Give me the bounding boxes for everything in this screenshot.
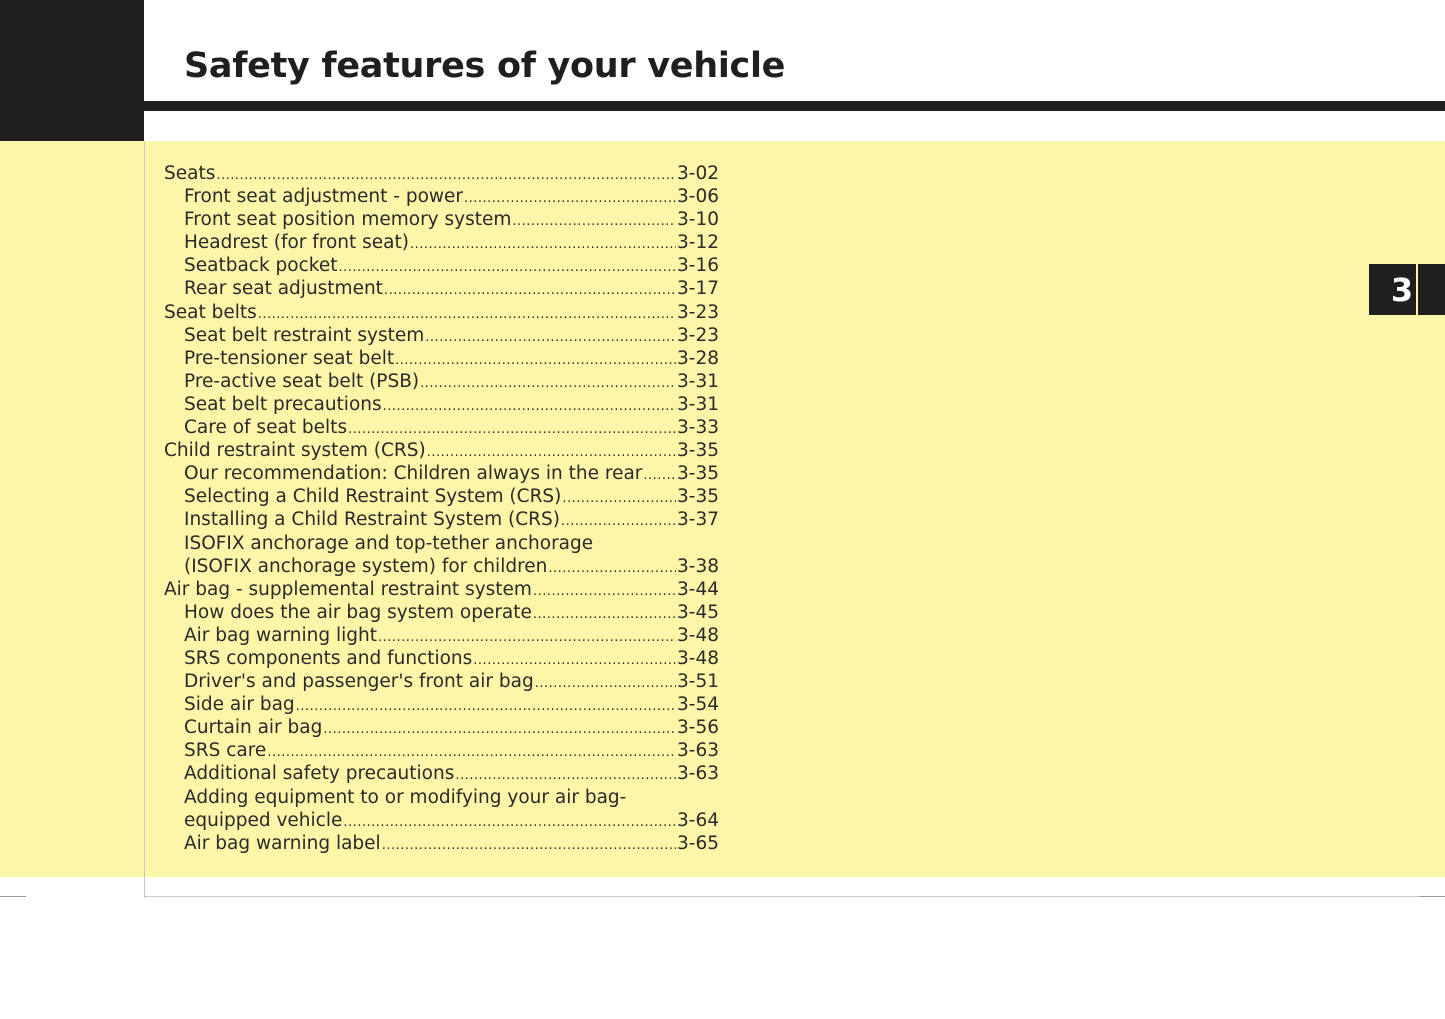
toc-entry-title: SRS components and functions xyxy=(184,647,473,669)
toc-section[interactable] xyxy=(164,301,719,324)
toc-entry-title: Additional safety precautions xyxy=(184,763,455,785)
toc-page-number: 3-23 xyxy=(677,324,719,346)
dot-leader xyxy=(473,647,676,672)
toc-page-number: 3-10 xyxy=(677,209,719,231)
toc-page-number: 3-51 xyxy=(677,671,719,693)
toc-page-number: 3-31 xyxy=(677,370,719,392)
toc-page-number: 3-37 xyxy=(677,509,719,531)
dot-leader xyxy=(384,277,676,302)
toc-entry[interactable] xyxy=(164,647,719,670)
toc-page-number: 3-35 xyxy=(677,440,719,462)
dot-leader xyxy=(562,485,676,510)
table-of-contents xyxy=(164,162,719,855)
toc-page-number: 3-17 xyxy=(677,278,719,300)
toc-entry-title: Child restraint system (CRS) xyxy=(164,440,426,462)
dot-leader xyxy=(382,832,676,857)
toc-page-number: 3-64 xyxy=(677,809,719,831)
toc-entry-title: Seat belt precautions xyxy=(184,393,382,415)
toc-entry[interactable] xyxy=(164,670,719,693)
toc-entry[interactable] xyxy=(164,508,719,531)
corner-block xyxy=(0,0,144,141)
dot-leader xyxy=(464,185,676,210)
dot-leader xyxy=(323,716,676,741)
toc-page-number: 3-12 xyxy=(677,232,719,254)
toc-entry[interactable] xyxy=(164,462,719,485)
toc-section[interactable] xyxy=(164,162,719,185)
dot-leader xyxy=(420,370,676,395)
toc-entry[interactable] xyxy=(164,231,719,254)
toc-page-number: 3-23 xyxy=(677,301,719,323)
bottom-rule-right xyxy=(1419,896,1445,897)
dot-leader xyxy=(383,393,676,418)
toc-page-number: 3-48 xyxy=(677,624,719,646)
toc-page-number: 3-45 xyxy=(677,601,719,623)
toc-entry[interactable] xyxy=(164,762,719,785)
toc-entry-title: Curtain air bag xyxy=(184,717,323,739)
toc-entry-title: Selecting a Child Restraint System (CRS) xyxy=(184,486,562,508)
toc-entry[interactable] xyxy=(164,601,719,624)
toc-entry-title: equipped vehicle xyxy=(184,809,343,831)
toc-entry[interactable] xyxy=(164,277,719,300)
toc-entry[interactable] xyxy=(164,370,719,393)
toc-entry[interactable] xyxy=(164,416,719,439)
toc-entry[interactable] xyxy=(164,254,719,277)
toc-entry[interactable] xyxy=(164,532,719,555)
dot-leader xyxy=(216,162,676,187)
toc-entry-title: SRS care xyxy=(184,740,267,762)
toc-page-number: 3-28 xyxy=(677,347,719,369)
dot-leader xyxy=(512,208,676,233)
toc-entry[interactable] xyxy=(164,185,719,208)
toc-entry-title: Seats xyxy=(164,163,216,184)
bottom-rule xyxy=(144,896,1419,897)
toc-entry-title: Headrest (for front seat) xyxy=(184,232,409,254)
toc-entry-title: Air bag warning label xyxy=(184,832,381,854)
toc-entry-title: Seat belt restraint system xyxy=(184,324,425,346)
toc-entry-title: Care of seat belts xyxy=(184,417,348,439)
toc-entry[interactable] xyxy=(164,832,719,855)
toc-entry-title: Air bag - supplemental restraint system xyxy=(164,578,532,600)
dot-leader xyxy=(425,324,676,349)
dot-leader xyxy=(533,601,676,626)
dot-leader xyxy=(410,231,676,256)
toc-page-number: 3-56 xyxy=(677,717,719,739)
toc-entry-title: Front seat position memory system xyxy=(184,209,512,231)
toc-entry[interactable] xyxy=(164,716,719,739)
toc-page-number: 3-35 xyxy=(677,463,719,485)
toc-entry-title: Installing a Child Restraint System (CRS) xyxy=(184,509,560,531)
dot-leader xyxy=(378,624,676,649)
toc-page-number: 3-48 xyxy=(677,647,719,669)
toc-entry-title: Pre-tensioner seat belt xyxy=(184,347,395,369)
toc-entry[interactable] xyxy=(164,809,719,832)
toc-entry-title: Air bag warning light xyxy=(184,624,377,646)
dot-leader xyxy=(643,462,676,487)
chapter-number: 3 xyxy=(1390,271,1414,309)
toc-entry-title: Seat belts xyxy=(164,301,257,323)
toc-entry[interactable] xyxy=(164,693,719,716)
toc-entry-title: How does the air bag system operate xyxy=(184,601,532,623)
toc-page-number: 3-65 xyxy=(677,832,719,854)
toc-entry-title: Seatback pocket xyxy=(184,255,338,277)
page-title: Safety features of your vehicle xyxy=(184,46,786,86)
panel-divider xyxy=(144,141,145,898)
toc-page-number: 3-02 xyxy=(677,163,719,184)
dot-leader xyxy=(296,693,676,718)
dot-leader xyxy=(427,439,676,464)
toc-entry[interactable] xyxy=(164,786,719,809)
toc-entry[interactable] xyxy=(164,485,719,508)
dot-leader xyxy=(348,416,676,441)
toc-page-number: 3-33 xyxy=(677,417,719,439)
dot-leader xyxy=(395,347,676,372)
toc-entry-title: ISOFIX anchorage and top-tether anchorage xyxy=(184,532,594,554)
toc-entry[interactable] xyxy=(164,324,719,347)
chapter-tab-separator xyxy=(1416,264,1418,315)
toc-entry[interactable] xyxy=(164,739,719,762)
dot-leader xyxy=(561,508,676,533)
toc-entry-title: (ISOFIX anchorage system) for children xyxy=(184,555,548,577)
toc-page-number: 3-63 xyxy=(677,763,719,785)
title-rule xyxy=(144,101,1445,111)
toc-entry[interactable] xyxy=(164,393,719,416)
toc-page-number: 3-16 xyxy=(677,255,719,277)
dot-leader xyxy=(535,670,676,695)
dot-leader xyxy=(533,578,676,603)
toc-page-number: 3-35 xyxy=(677,486,719,508)
toc-entry[interactable] xyxy=(164,208,719,231)
dot-leader xyxy=(258,301,676,326)
toc-entry-title: Front seat adjustment - power xyxy=(184,186,463,208)
toc-entry[interactable] xyxy=(164,555,719,578)
dot-leader xyxy=(343,809,676,834)
bottom-rule-left xyxy=(0,896,26,897)
toc-entry-title: Adding equipment to or modifying your air bag- xyxy=(184,786,627,808)
dot-leader xyxy=(267,739,676,764)
toc-section[interactable] xyxy=(164,439,719,462)
toc-entry-title: Pre-active seat belt (PSB) xyxy=(184,370,420,392)
toc-entry[interactable] xyxy=(164,347,719,370)
toc-page-number: 3-38 xyxy=(677,555,719,577)
toc-page-number: 3-63 xyxy=(677,740,719,762)
toc-entry-title: Our recommendation: Children always in the rear xyxy=(184,463,643,485)
dot-leader xyxy=(338,254,676,279)
toc-entry-title: Side air bag xyxy=(184,694,295,716)
toc-page-number: 3-06 xyxy=(677,186,719,208)
dot-leader xyxy=(548,555,676,580)
toc-section[interactable] xyxy=(164,578,719,601)
toc-page-number: 3-31 xyxy=(677,393,719,415)
chapter-tab xyxy=(1369,264,1445,315)
toc-page-number: 3-54 xyxy=(677,694,719,716)
toc-entry-title: Rear seat adjustment xyxy=(184,278,383,300)
toc-page-number: 3-44 xyxy=(677,578,719,600)
dot-leader xyxy=(455,762,676,787)
toc-entry-title: Driver's and passenger's front air bag xyxy=(184,671,534,693)
toc-entry[interactable] xyxy=(164,624,719,647)
